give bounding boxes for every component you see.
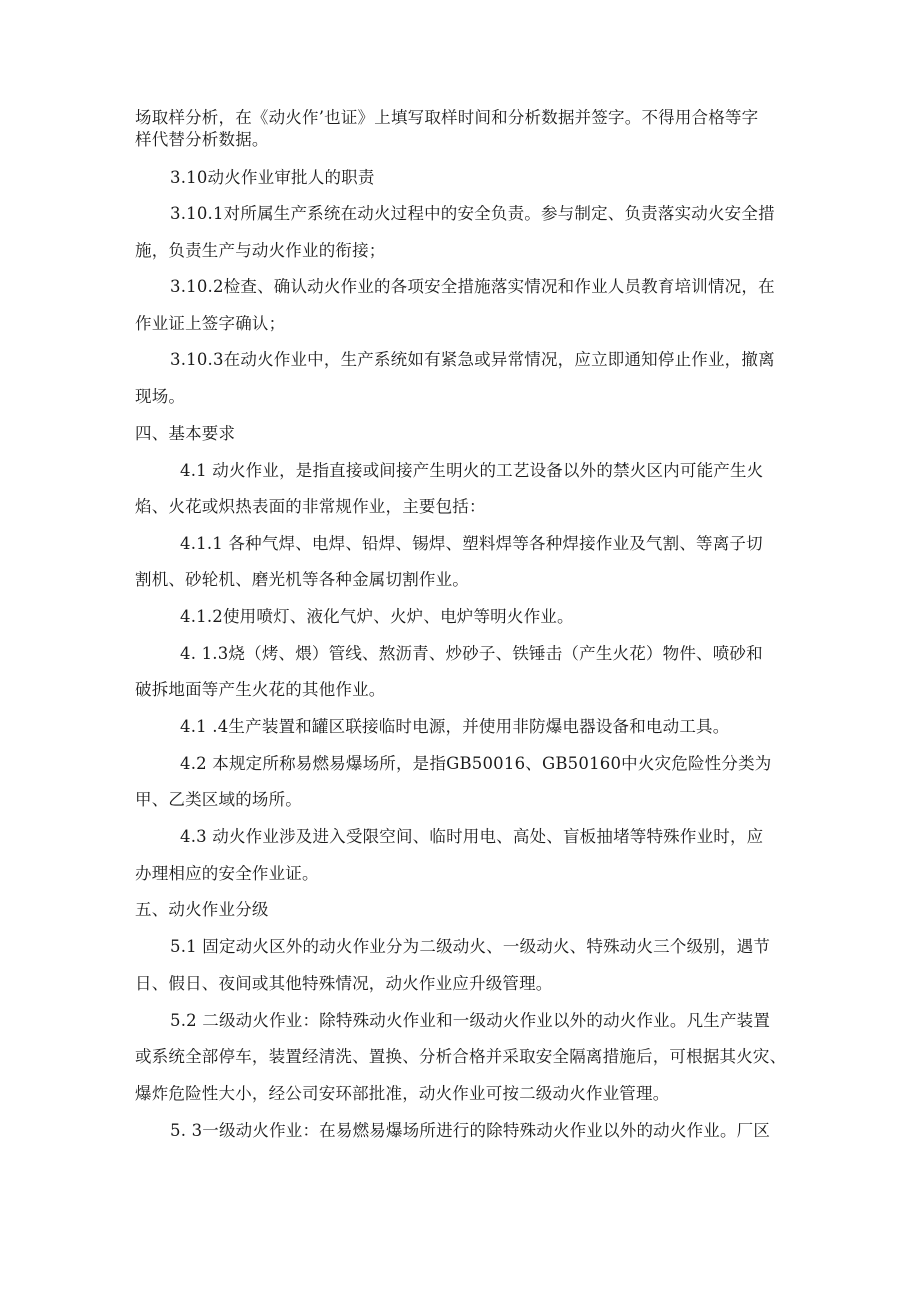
text-line: 现场。 [135,387,186,406]
text-line: 5.1 固定动火区外的动火作业分为二级动火、一级动火、特殊动火三个级别，遇节 [170,937,771,956]
text-line: 3.10.1对所属生产系统在动火过程中的安全负责。参与制定、负责落实动火安全措 [170,204,775,223]
text-line: 办理相应的安全作业证。 [135,864,319,883]
text-line: 样代替分析数据。 [135,130,269,149]
text-line: 日、假日、夜间或其他特殊情况，动火作业应升级管理。 [135,974,553,993]
text-line: 破拆地面等产生火花的其他作业。 [135,680,386,699]
text-line: 3.10.2检查、确认动火作业的各项安全措施落实情况和作业人员教育培训情况，在 [170,277,775,296]
text-line: 割机、砂轮机、磨光机等各种金属切割作业。 [135,570,469,589]
text-line: 4.1.1 各种气焊、电焊、铅焊、锡焊、塑料焊等各种焊接作业及气割、等离子切 [180,534,763,553]
text-line: 5.2 二级动火作业：除特殊动火作业和一级动火作业以外的动火作业。凡生产装置 [170,1011,771,1030]
text-line: 5. 3一级动火作业：在易燃易爆场所进行的除特殊动火作业以外的动火作业。厂区 [170,1121,771,1140]
text-line: 4.1.2使用喷灯、液化气炉、火炉、电炉等明火作业。 [180,607,574,626]
text-line: 焰、火花或炽热表面的非常规作业，主要包括： [135,497,486,516]
section-heading: 四、基本要求 [135,424,236,443]
section-heading: 五、动火作业分级 [135,900,269,919]
text-line: 甲、乙类区域的场所。 [135,790,302,809]
text-line: 4.1 动火作业，是指直接或间接产生明火的工艺设备以外的禁火区内可能产生火 [180,461,764,480]
text-line: 4.2 本规定所称易燃易爆场所，是指GB50016、GB50160中火灾危险性分类为 [180,754,772,773]
text-line: 4.1 .4生产装置和罐区联接临时电源，并使用非防爆电器设备和电动工具。 [180,717,730,736]
text-line: 爆炸危险性大小，经公司安环部批准，动火作业可按二级动火作业管理。 [135,1084,670,1103]
text-line: 作业证上签字确认； [135,314,286,333]
text-line: 或系统全部停车，装置经清洗、置换、分析合格并采取安全隔离措施后，可根据其火灾、 [135,1047,787,1066]
text-line: 4. 1.3烧（烤、煨）管线、熬沥青、炒砂子、铁锤击（产生火花）物件、喷砂和 [180,644,763,663]
section-heading: 3.10动火作业审批人的职责 [170,168,375,187]
text-line: 场取样分析，在《动火作’也证》上填写取样时间和分析数据并签字。不得用合格等字 [135,108,759,127]
text-line: 施，负责生产与动火作业的衔接； [135,241,386,260]
text-line: 3.10.3在动火作业中，生产系统如有紧急或异常情况，应立即通知停止作业，撤离 [170,350,775,369]
text-line: 4.3 动火作业涉及进入受限空间、临时用电、高处、盲板抽堵等特殊作业时，应 [180,827,764,846]
